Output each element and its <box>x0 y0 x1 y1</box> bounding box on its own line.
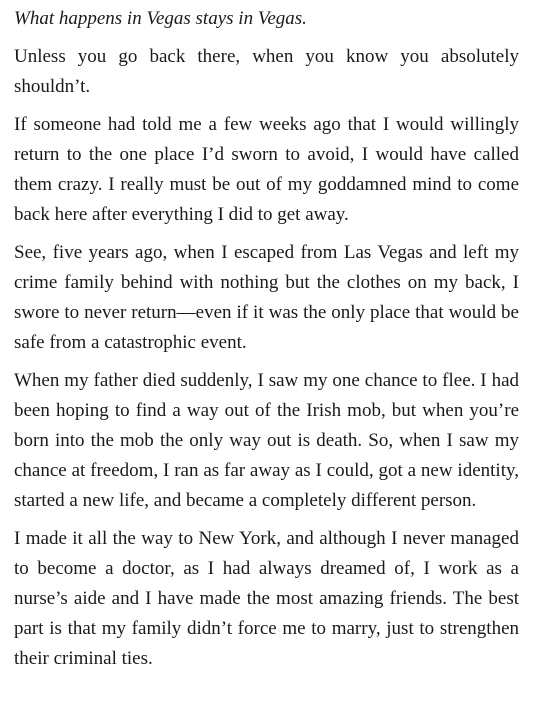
book-page <box>14 0 519 682</box>
paragraph-5: I made it all the way to New York, and although I never managed to become a doctor, as I had always dreamed of, I work as a nurse’s aide and I have made the most amazing friends. The best part is that my family didn’t force me to marry, just to strengthen their criminal ties. <box>14 528 519 669</box>
epigraph: What happens in Vegas stays in Vegas. <box>14 8 307 29</box>
paragraph-3: See, five years ago, when I escaped from Las Vegas and left my crime family behind with nothing but the clothes on my back, I swore to never return—even if it was the only place that would be safe from a catastrophic event. <box>14 242 519 353</box>
paragraph-1: Unless you go back there, when you know you absolutely shouldn’t. <box>14 46 519 97</box>
paragraph-4: When my father died suddenly, I saw my one chance to flee. I had been hoping to find a way out of the Irish mob, but when you’re born into the mob the only way out is death. So, when I saw my chance at freedom, I ran as far away as I could, got a new identity, started a new life, and became a completely different person. <box>14 370 519 511</box>
paragraph-2: If someone had told me a few weeks ago that I would willingly return to the one place I’d sworn to avoid, I would have called them crazy. I really must be out of my goddamned mind to come back here after everything I did to get away. <box>14 114 519 225</box>
